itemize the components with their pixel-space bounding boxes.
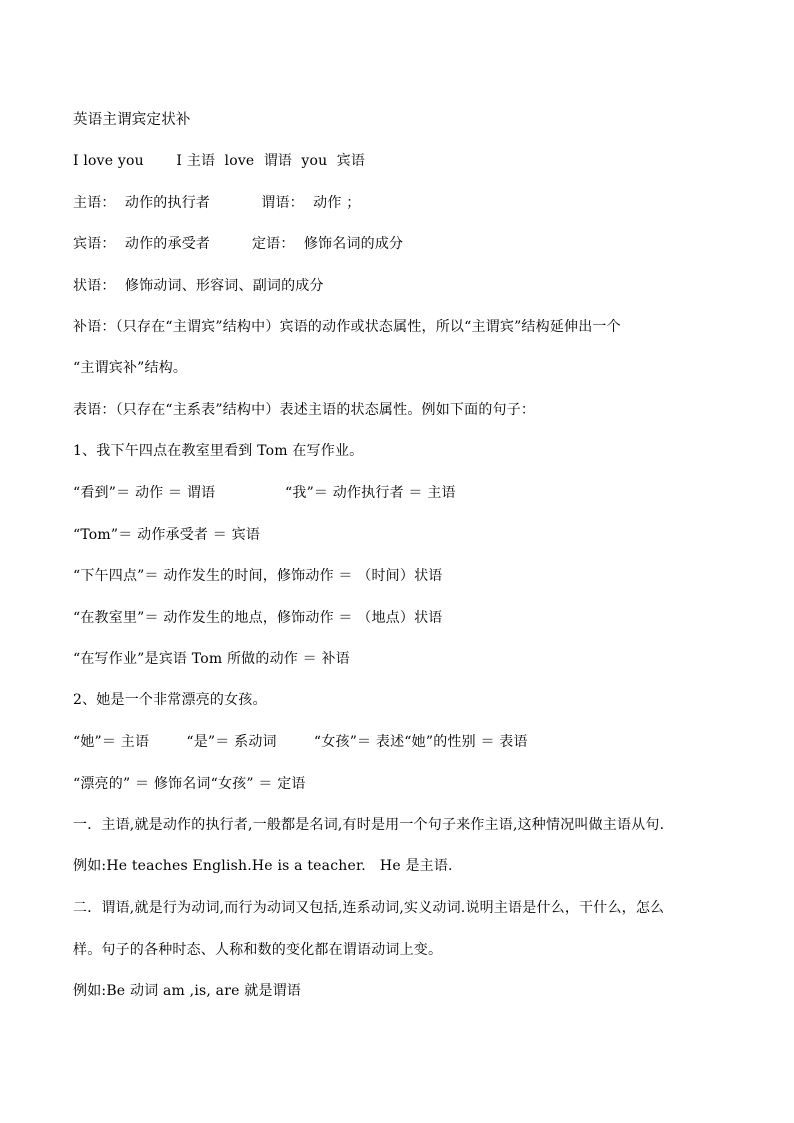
text-line: 宾语： 动作的承受者 定语： 修饰名词的成分 <box>73 236 404 252</box>
text-line: 主语： 动作的执行者 谓语： 动作 ； <box>73 195 361 211</box>
text-line: “漂亮的” ＝ 修饰名词“女孩” ＝ 定语 <box>73 776 306 792</box>
text-line: 1、我下午四点在教室里看到 Tom 在写作业。 <box>73 443 364 459</box>
text-line: 表语：（只存在“主系表”结构中）表述主语的状态属性。例如下面的句子： <box>73 402 536 418</box>
text-line: 例如:Be 动词 am ,is, are 就是谓语 <box>73 983 302 999</box>
text-line: “Tom”＝ 动作承受者 ＝ 宾语 <box>73 527 261 543</box>
text-line: I love you I 主语 love 谓语 you 宾语 <box>73 153 366 169</box>
text-line: “看到”＝ 动作 ＝ 谓语 “我”＝ 动作执行者 ＝ 主语 <box>73 485 456 501</box>
text-line: 状语： 修饰动词、形容词、副词的成分 <box>73 278 324 294</box>
text-line: 补语：（只存在“主谓宾”结构中）宾语的动作或状态属性，所以“主谓宾”结构延伸出一个 <box>73 319 621 335</box>
text-line: 二．谓语,就是行为动词,而行为动词又包括,连系动词,实义动词.说明主语是什么，干什么，怎么 <box>73 900 665 916</box>
document-title: 英语主谓宾定状补 <box>73 112 191 128</box>
text-line: 样。句子的各种时态、人称和数的变化都在谓语动词上变。 <box>73 942 443 958</box>
text-line: 2、她是一个非常漂亮的女孩。 <box>73 692 267 708</box>
text-line: 一．主语,就是动作的执行者,一般都是名词,有时是用一个句子来作主语,这种情况叫做主语从句. <box>73 817 665 833</box>
text-line: “主谓宾补”结构。 <box>73 360 188 376</box>
text-line: “在教室里”＝ 动作发生的地点，修饰动作 ＝ （地点）状语 <box>73 610 443 626</box>
text-line: 例如:He teaches English.He is a teacher. He 是主语. <box>73 858 453 874</box>
text-line: “在写作业”是宾语 Tom 所做的动作 ＝ 补语 <box>73 651 350 667</box>
text-line: “下午四点”＝ 动作发生的时间，修饰动作 ＝ （时间）状语 <box>73 568 443 584</box>
text-line: “她”＝ 主语 “是”＝ 系动词 “女孩”＝ 表述“她”的性别 ＝ 表语 <box>73 734 528 750</box>
